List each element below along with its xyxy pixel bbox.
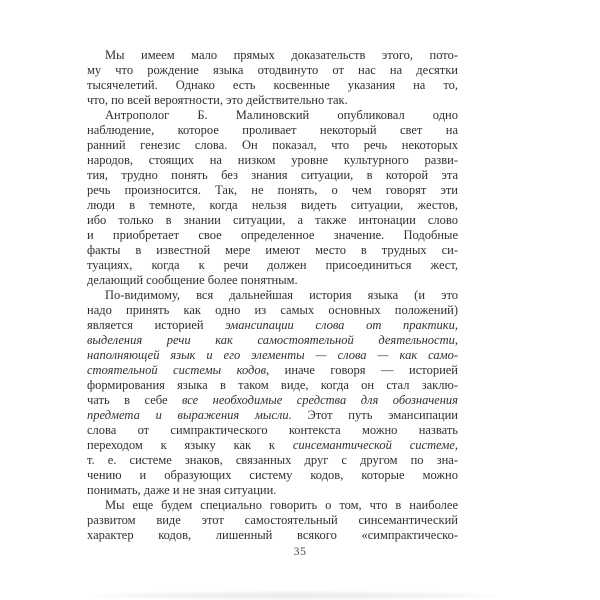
text-line <box>87 78 458 93</box>
text-run: Мы имеем мало прямых доказательств этого, пото- <box>105 48 458 62</box>
text-line <box>87 303 458 318</box>
text-line <box>87 378 458 393</box>
text-run: тысячелетий. Однако есть косвенные указания на то, <box>87 78 458 92</box>
text-block <box>87 48 458 543</box>
text-line <box>87 363 458 378</box>
text-run: делающий сообщение более понятным. <box>87 273 298 287</box>
paragraph <box>87 108 458 288</box>
text-run: понимать, даже и не зная ситуации. <box>87 483 277 497</box>
text-line <box>87 498 458 513</box>
text-run: туациях, когда к речи должен присоединиться жест, <box>87 258 458 272</box>
italic-text-run: стоятельной системы кодов, <box>87 363 270 377</box>
text-line <box>87 228 458 243</box>
text-line <box>87 123 458 138</box>
paragraph <box>87 48 458 108</box>
text-run: чать в себе <box>87 393 182 407</box>
text-run: му что рождение языка отодвинуто от нас на десятки <box>87 63 458 77</box>
text-line <box>87 288 458 303</box>
text-line <box>87 438 458 453</box>
text-run: народов, стоящих на низком уровне культурного разви- <box>87 153 458 167</box>
text-line <box>87 513 458 528</box>
text-run: формирования языка в таком виде, когда он стал заклю- <box>87 378 458 392</box>
text-run: надо принять как одно из самых основных положений) <box>87 303 458 317</box>
text-line <box>87 393 458 408</box>
text-line <box>87 48 458 63</box>
page-number: 35 <box>293 544 307 558</box>
text-line <box>87 108 458 123</box>
text-run: что, по всей вероятности, это действительно так. <box>87 93 348 107</box>
text-line <box>87 423 458 438</box>
text-run: является историей <box>87 318 226 332</box>
text-line <box>87 153 458 168</box>
text-line <box>87 213 458 228</box>
text-line <box>87 258 458 273</box>
text-line <box>87 453 458 468</box>
italic-text-run: наполняющей язык и его элементы — слова — как само- <box>87 348 458 362</box>
text-run: ибо только в знании ситуации, а также интонации слово <box>87 213 458 227</box>
text-line <box>87 528 458 543</box>
page-bottom-shadow <box>95 591 495 600</box>
text-run: речь произносится. Так, не понять, о чем говорят эти <box>87 183 458 197</box>
text-line <box>87 348 458 363</box>
text-run: и приобретает свое определенное значение. Подобные <box>87 228 458 242</box>
text-run: переходом к языку как к <box>87 438 293 452</box>
text-line <box>87 333 458 348</box>
text-line <box>87 63 458 78</box>
text-run: тия, трудно понять без знания ситуации, в которой эта <box>87 168 458 182</box>
text-run: ранний генезис слова. Он показал, что речь некоторых <box>87 138 458 152</box>
text-run: По-видимому, вся дальнейшая история языка (и это <box>105 288 458 302</box>
text-run: т. е. системе знаков, связанных друг с другом по зна- <box>87 453 458 467</box>
text-run: Мы еще будем специально говорить о том, что в наиболее <box>105 498 458 512</box>
italic-text-run: выделения речи как самостоятельной деятельности, <box>87 333 458 347</box>
italic-text-run: синсемантической системе, <box>292 438 458 452</box>
text-run: Этот путь эмансипации <box>291 408 458 422</box>
text-run: характер кодов, лишенный всякого «симпрактическо- <box>87 528 458 542</box>
text-line <box>87 138 458 153</box>
text-line <box>87 243 458 258</box>
text-line <box>87 273 458 288</box>
text-line <box>87 468 458 483</box>
text-line <box>87 93 458 108</box>
text-line <box>87 183 458 198</box>
text-run: развитом виде этот самостоятельный синсемантический <box>87 513 458 527</box>
text-run: чению и образующих систему кодов, которые можно <box>87 468 458 482</box>
text-line <box>87 318 458 333</box>
italic-text-run: все необходимые средства для обозначения <box>181 393 458 407</box>
text-run: люди в темноте, когда нельзя видеть ситуации, жестов, <box>87 198 458 212</box>
italic-text-run: эмансипации слова от практики, <box>225 318 458 332</box>
text-line <box>87 408 458 423</box>
text-run: иначе говоря — историей <box>269 363 458 377</box>
text-line <box>87 168 458 183</box>
text-run: наблюдение, которое проливает некоторый свет на <box>87 123 458 137</box>
text-run: Антрополог Б. Малиновский опубликовал одно <box>105 108 458 122</box>
text-line <box>87 483 458 498</box>
paragraph <box>87 498 458 543</box>
text-line <box>87 198 458 213</box>
text-run: факты в известной мере имеют место в трудных си- <box>87 243 458 257</box>
paragraph <box>87 288 458 498</box>
italic-text-run: предмета и выражения мысли. <box>87 408 292 422</box>
text-run: слова от симпрактического контекста можно назвать <box>87 423 458 437</box>
